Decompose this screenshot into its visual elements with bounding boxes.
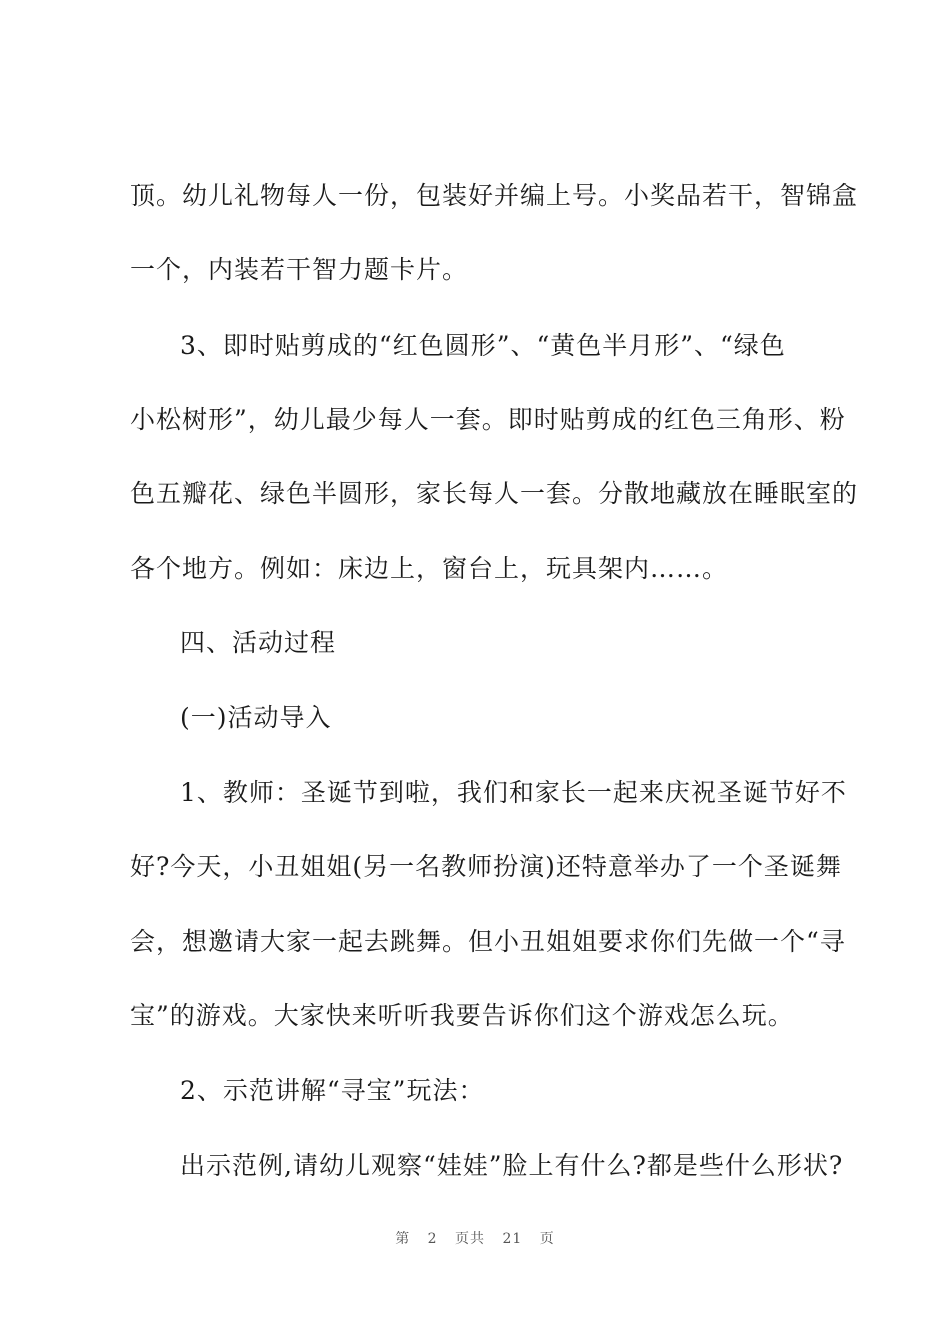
footer-total-pages: 21 [502, 1231, 523, 1247]
footer-middle: 页共 [455, 1231, 486, 1247]
paragraph-line: 色五瓣花、绿色半圆形，家长每人一套。分散地藏放在睡眠室的 [130, 479, 859, 508]
paragraph-line: 一个，内装若干智力题卡片。 [130, 255, 469, 284]
subsection-heading: (一)活动导入 [180, 703, 332, 732]
paragraph-line: 会，想邀请大家一起去跳舞。但小丑姐姐要求你们先做一个“寻 [130, 927, 846, 956]
page-footer [0, 1228, 950, 1248]
paragraph-line: 小松树形”，幼儿最少每人一套。即时贴剪成的红色三角形、粉 [130, 405, 846, 434]
paragraph-line: 各个地方。例如：床边上，窗台上，玩具架内……。 [130, 554, 729, 583]
paragraph-line: 好?今天，小丑姐姐(另一名教师扮演)还特意举办了一个圣诞舞 [130, 852, 842, 881]
paragraph-line: 3、即时贴剪成的“红色圆形”、“黄色半月形”、“绿色 [180, 331, 786, 360]
paragraph-line: 2、示范讲解“寻宝”玩法： [180, 1076, 485, 1105]
footer-prefix: 第 [395, 1231, 411, 1247]
paragraph-line: 宝”的游戏。大家快来听听我要告诉你们这个游戏怎么玩。 [130, 1001, 794, 1030]
section-heading: 四、活动过程 [180, 628, 337, 657]
paragraph-line: 出示范例,请幼儿观察“娃娃”脸上有什么?都是些什么形状? [180, 1151, 844, 1180]
footer-page-number: 2 [427, 1231, 438, 1247]
paragraph-line: 顶。幼儿礼物每人一份，包装好并编上号。小奖品若干，智锦盒 [130, 181, 859, 210]
footer-suffix: 页 [539, 1231, 555, 1247]
paragraph-line: 1、教师：圣诞节到啦，我们和家长一起来庆祝圣诞节好不 [180, 778, 847, 807]
